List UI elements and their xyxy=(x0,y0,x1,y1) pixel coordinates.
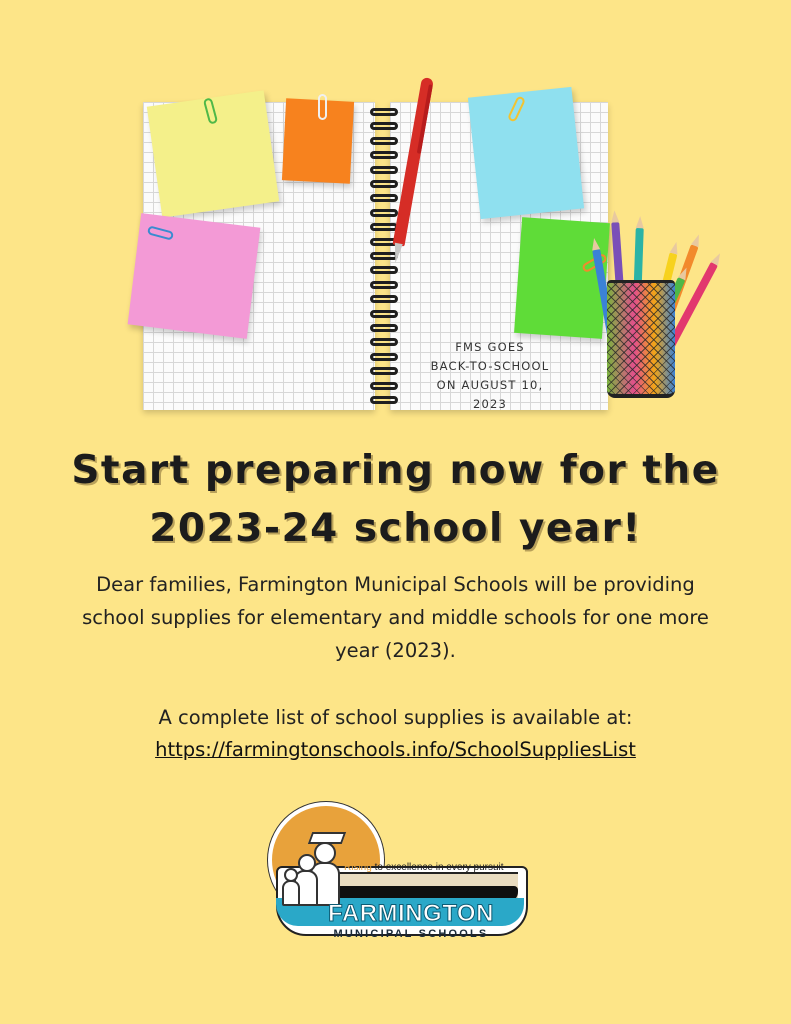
spiral-coil xyxy=(370,281,398,289)
spiral-coil xyxy=(370,266,398,274)
supplies-text: A complete list of school supplies is available at: xyxy=(158,706,633,729)
sticky-note-blue xyxy=(468,87,584,219)
spiral-coil xyxy=(370,353,398,361)
headline-line: 2023-24 school year! xyxy=(149,506,642,551)
logo-people-icon xyxy=(284,834,344,908)
pen-tip xyxy=(391,243,402,264)
spiral-coil xyxy=(370,310,398,318)
paperclip-icon xyxy=(318,94,327,120)
supplies-paragraph xyxy=(40,702,751,766)
logo-tagline-accent: Rising xyxy=(344,862,372,873)
spiral-coil xyxy=(370,166,398,174)
spiral-coil xyxy=(370,151,398,159)
supplies-list-link[interactable]: https://farmingtonschools.info/SchoolSuppliesList xyxy=(155,738,636,761)
graduation-cap-icon xyxy=(308,832,346,844)
headline xyxy=(0,442,791,558)
logo-tagline-text: to excellence in every pursuit xyxy=(374,862,504,873)
logo-name: FARMINGTON xyxy=(328,900,494,927)
caption-line: ON AUGUST 10, 2023 xyxy=(436,378,544,411)
person-shape xyxy=(314,842,336,864)
farmington-schools-logo xyxy=(262,802,528,952)
logo-subname: MUNICIPAL SCHOOLS xyxy=(333,928,489,940)
spiral-coil xyxy=(370,122,398,130)
spiral-coil xyxy=(370,396,398,404)
spiral-coil xyxy=(370,180,398,188)
spiral-coil xyxy=(370,295,398,303)
caption-line: FMS GOES xyxy=(455,340,525,354)
mesh-cup xyxy=(607,280,675,398)
spiral-coil xyxy=(370,338,398,346)
person-shape xyxy=(282,880,300,906)
spiral-coil xyxy=(370,108,398,116)
spiral-coil xyxy=(370,209,398,217)
notebook-illustration xyxy=(120,70,720,415)
spiral-coil xyxy=(370,194,398,202)
intro-paragraph: Dear families, Farmington Municipal Schools will be providing school supplies for elementary and middle schools for one more year (2023). xyxy=(82,573,709,662)
headline-line: Start preparing now for the xyxy=(71,448,720,493)
spiral-coil xyxy=(370,367,398,375)
caption-line: BACK-TO-SCHOOL xyxy=(430,359,550,373)
spiral-coil xyxy=(370,324,398,332)
notebook-caption xyxy=(420,338,560,414)
pencil-cup-icon xyxy=(607,270,675,398)
logo-tagline xyxy=(344,862,534,873)
spiral-coil xyxy=(370,382,398,390)
sticky-note-green xyxy=(514,217,610,339)
spiral-coil xyxy=(370,137,398,145)
